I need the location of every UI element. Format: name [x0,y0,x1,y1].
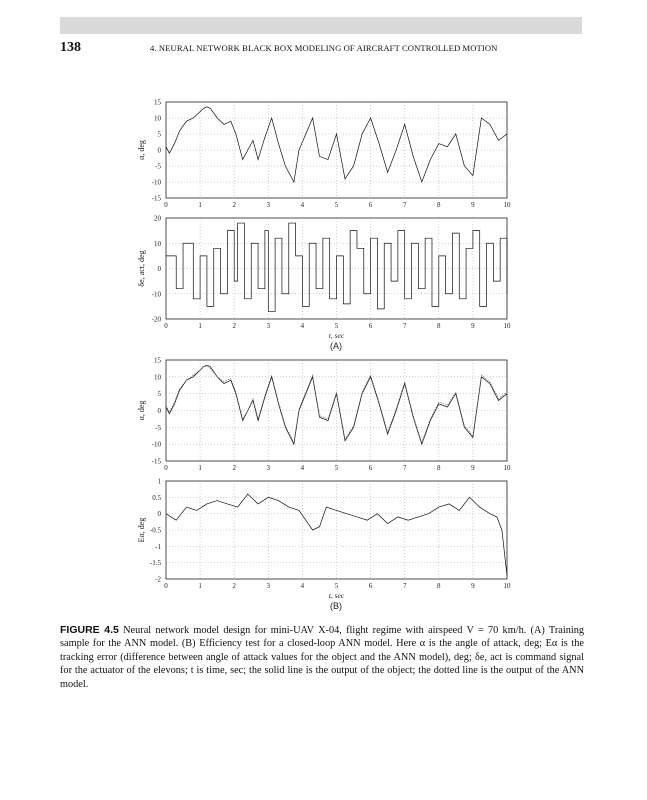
y-tick-label: 0 [157,265,161,273]
x-tick-label: 3 [266,201,271,209]
figure-caption [60,624,584,691]
x-tick-label: 10 [503,201,511,209]
series-line-object [166,494,507,576]
x-tick-label: 6 [368,582,373,590]
x-tick-label: 3 [266,582,271,590]
x-tick-label: 7 [402,322,407,330]
y-tick-label: -15 [151,194,161,203]
panel-label-b: (B) [330,601,342,611]
x-tick-label: 4 [300,322,305,330]
x-tick-label: 6 [368,464,373,472]
x-tick-label: 1 [198,201,202,209]
x-axis-label: t, sec [328,591,345,600]
x-tick-label: 4 [300,582,305,590]
y-tick-label: 15 [154,356,161,365]
x-tick-label: 5 [334,464,339,472]
x-tick-label: 5 [334,201,339,209]
x-tick-label: 0 [164,201,168,209]
x-tick-label: 4 [300,464,305,472]
y-tick-label: -10 [151,440,161,449]
y-tick-label: 20 [154,214,161,223]
series-line-model [166,366,507,442]
y-axis-label: α, deg [137,400,146,421]
y-tick-label: 10 [154,114,161,123]
x-tick-label: 2 [232,464,236,472]
y-tick-label: -1 [155,542,161,551]
y-tick-label: -10 [151,178,161,187]
x-tick-label: 9 [471,582,475,590]
y-tick-label: 5 [157,130,161,139]
x-tick-label: 3 [266,464,271,472]
y-axis-label: α, deg [137,140,146,160]
caption-text: Neural network model design for mini-UAV X-04, flight regime with airspeed V = 70 km/h. (A) Training sample for the ANN model. (B) Efficiency test for a closed-loop ANN model. Here α is the angle of attack, deg; Eα is the tracking error (difference between angle of attack values for the object and the ANN model), deg; δe, act is command signal for the actuator of the elevons; t is time, sec; the solid line is the output of the object; the dotted line is the output of the ANN model. [60,625,584,690]
y-tick-label: 0 [157,146,161,155]
x-tick-label: 8 [437,201,441,209]
x-tick-label: 10 [503,322,511,330]
x-tick-label: 8 [437,582,441,590]
x-tick-label: 1 [198,322,202,330]
y-tick-label: -1.5 [149,559,161,568]
y-tick-label: -5 [155,423,161,432]
y-tick-label: -2 [155,575,161,584]
y-tick-label: 5 [157,390,161,399]
y-tick-label: 0 [157,407,161,415]
y-tick-label: 1 [157,477,161,486]
x-tick-label: 0 [164,582,168,590]
x-tick-label: 2 [232,582,236,590]
y-tick-label: -0.5 [149,526,161,535]
x-tick-label: 7 [402,201,407,209]
caption-label: FIGURE 4.5 [60,624,119,636]
y-axis-label: δe, act, deg [137,250,146,287]
x-tick-label: 0 [164,464,168,472]
x-tick-label: 10 [503,582,511,590]
running-head: 4. NEURAL NETWORK BLACK BOX MODELING OF AIRCRAFT CONTROLLED MOTION [150,43,498,53]
x-tick-label: 9 [471,464,475,472]
y-tick-label: 0.5 [152,493,161,502]
y-tick-label: -10 [151,290,161,299]
x-tick-label: 1 [198,582,202,590]
x-tick-label: 3 [266,322,271,330]
y-tick-label: -5 [155,162,161,171]
x-tick-label: 6 [368,201,373,209]
y-axis-label: Eα, deg [137,517,146,543]
y-tick-label: 15 [154,98,161,107]
x-tick-label: 6 [368,322,373,330]
x-tick-label: 8 [437,464,441,472]
x-tick-label: 7 [402,582,407,590]
x-tick-label: 5 [334,322,339,330]
x-tick-label: 0 [164,322,168,330]
x-axis-label: t, sec [328,331,345,340]
x-tick-label: 2 [232,322,236,330]
x-tick-label: 9 [471,201,475,209]
y-tick-label: 10 [154,239,161,248]
page-number: 138 [60,40,81,55]
y-tick-label: 0 [157,510,161,519]
x-tick-label: 4 [300,201,305,209]
x-tick-label: 7 [402,464,407,472]
y-tick-label: 10 [154,373,161,382]
panel-label-a: (A) [330,341,342,351]
x-tick-label: 10 [503,464,511,472]
y-tick-label: -15 [151,457,161,466]
x-tick-label: 5 [334,582,339,590]
x-tick-label: 2 [232,201,236,209]
x-tick-label: 8 [437,322,441,330]
x-tick-label: 1 [198,464,202,472]
x-tick-label: 9 [471,322,475,330]
y-tick-label: -20 [151,315,161,324]
